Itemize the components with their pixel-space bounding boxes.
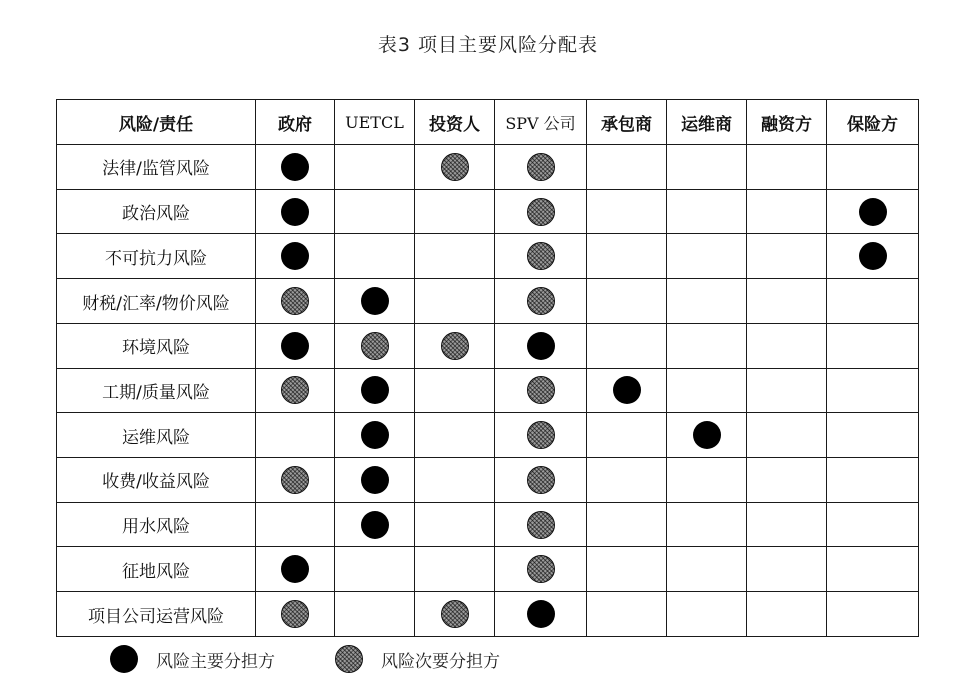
header-row [57, 100, 919, 145]
allocation-cell [415, 189, 495, 234]
allocation-cell [747, 592, 827, 637]
primary-dot-icon [110, 645, 138, 673]
allocation-cell [335, 547, 415, 592]
allocation-cell [747, 547, 827, 592]
allocation-cell [495, 413, 587, 458]
allocation-cell [495, 592, 587, 637]
allocation-cell [587, 592, 667, 637]
allocation-cell [495, 323, 587, 368]
allocation-cell [747, 145, 827, 190]
secondary-dot-icon [441, 153, 469, 181]
allocation-cell [256, 145, 335, 190]
table-row [57, 189, 919, 234]
allocation-cell [827, 189, 919, 234]
allocation-cell [415, 547, 495, 592]
allocation-cell [667, 547, 747, 592]
allocation-cell [415, 592, 495, 637]
allocation-cell [335, 323, 415, 368]
secondary-dot-icon [281, 376, 309, 404]
allocation-cell [827, 413, 919, 458]
allocation-cell [415, 145, 495, 190]
header-risk-responsibility: 风险/责任 [57, 100, 256, 145]
header-contractor: 承包商 [587, 100, 667, 145]
risk-name-cell: 政治风险 [57, 189, 256, 234]
risk-allocation-table [56, 99, 919, 637]
allocation-cell [587, 502, 667, 547]
allocation-cell [495, 279, 587, 324]
header-investor: 投资人 [415, 100, 495, 145]
secondary-dot-icon [527, 198, 555, 226]
allocation-cell [335, 189, 415, 234]
allocation-cell [256, 323, 335, 368]
allocation-cell [747, 234, 827, 279]
allocation-cell [827, 279, 919, 324]
table-row [57, 323, 919, 368]
allocation-cell [495, 368, 587, 413]
secondary-dot-icon [527, 466, 555, 494]
allocation-cell [667, 502, 747, 547]
allocation-cell [747, 189, 827, 234]
allocation-cell [495, 189, 587, 234]
table-row [57, 502, 919, 547]
table-row [57, 592, 919, 637]
primary-dot-icon [281, 332, 309, 360]
allocation-cell [335, 413, 415, 458]
legend-secondary [335, 645, 500, 673]
allocation-cell [415, 368, 495, 413]
allocation-cell [335, 279, 415, 324]
allocation-cell [747, 279, 827, 324]
primary-dot-icon [859, 242, 887, 270]
risk-name-cell: 财税/汇率/物价风险 [57, 279, 256, 324]
header-insurer: 保险方 [827, 100, 919, 145]
allocation-cell [747, 502, 827, 547]
primary-dot-icon [527, 600, 555, 628]
secondary-dot-icon [527, 153, 555, 181]
allocation-cell [335, 368, 415, 413]
table-row [57, 234, 919, 279]
risk-name-cell: 运维风险 [57, 413, 256, 458]
secondary-dot-icon [441, 600, 469, 628]
allocation-cell [256, 547, 335, 592]
secondary-dot-icon [281, 466, 309, 494]
secondary-dot-icon [527, 555, 555, 583]
primary-dot-icon [361, 421, 389, 449]
allocation-cell [587, 458, 667, 503]
allocation-cell [587, 279, 667, 324]
allocation-cell [827, 145, 919, 190]
allocation-cell [827, 502, 919, 547]
allocation-cell [256, 189, 335, 234]
secondary-dot-icon [527, 287, 555, 315]
allocation-cell [667, 413, 747, 458]
risk-name-cell: 项目公司运营风险 [57, 592, 256, 637]
allocation-cell [495, 145, 587, 190]
secondary-dot-icon [527, 511, 555, 539]
primary-dot-icon [527, 332, 555, 360]
allocation-cell [335, 145, 415, 190]
risk-name-cell: 不可抗力风险 [57, 234, 256, 279]
primary-dot-icon [361, 466, 389, 494]
allocation-cell [747, 458, 827, 503]
allocation-cell [415, 458, 495, 503]
primary-dot-icon [613, 376, 641, 404]
primary-dot-icon [281, 242, 309, 270]
allocation-cell [747, 323, 827, 368]
allocation-cell [667, 234, 747, 279]
allocation-cell [667, 189, 747, 234]
allocation-cell [587, 323, 667, 368]
allocation-cell [827, 592, 919, 637]
allocation-cell [587, 145, 667, 190]
allocation-cell [415, 323, 495, 368]
table-title: 表3 项目主要风险分配表 [377, 34, 599, 56]
allocation-cell [827, 547, 919, 592]
secondary-dot-icon [527, 421, 555, 449]
allocation-cell [256, 368, 335, 413]
risk-name-cell: 工期/质量风险 [57, 368, 256, 413]
allocation-cell [256, 234, 335, 279]
allocation-cell [415, 279, 495, 324]
risk-name-cell: 收费/收益风险 [57, 458, 256, 503]
table-body [57, 145, 919, 637]
allocation-cell [256, 279, 335, 324]
risk-name-cell: 环境风险 [57, 323, 256, 368]
allocation-cell [667, 592, 747, 637]
allocation-cell [747, 413, 827, 458]
allocation-cell [495, 547, 587, 592]
primary-dot-icon [281, 153, 309, 181]
allocation-cell [827, 458, 919, 503]
allocation-cell [587, 189, 667, 234]
secondary-dot-icon [527, 242, 555, 270]
allocation-cell [747, 368, 827, 413]
allocation-cell [256, 502, 335, 547]
secondary-dot-icon [441, 332, 469, 360]
primary-dot-icon [281, 555, 309, 583]
secondary-dot-icon [281, 287, 309, 315]
table-row [57, 368, 919, 413]
header-government: 政府 [256, 100, 335, 145]
allocation-cell [587, 234, 667, 279]
allocation-cell [256, 413, 335, 458]
table-row [57, 145, 919, 190]
header-financier: 融资方 [747, 100, 827, 145]
allocation-cell [667, 323, 747, 368]
table-row [57, 413, 919, 458]
primary-dot-icon [361, 287, 389, 315]
allocation-cell [667, 368, 747, 413]
secondary-dot-icon [527, 376, 555, 404]
table-row [57, 279, 919, 324]
table-row [57, 458, 919, 503]
header-operator: 运维商 [667, 100, 747, 145]
allocation-cell [495, 458, 587, 503]
allocation-cell [495, 502, 587, 547]
allocation-cell [667, 458, 747, 503]
header-uetcl: UETCL [335, 100, 415, 145]
allocation-cell [415, 234, 495, 279]
primary-dot-icon [281, 198, 309, 226]
allocation-cell [335, 234, 415, 279]
allocation-cell [587, 413, 667, 458]
primary-dot-icon [361, 376, 389, 404]
primary-dot-icon [693, 421, 721, 449]
allocation-cell [335, 502, 415, 547]
allocation-cell [587, 368, 667, 413]
allocation-cell [667, 279, 747, 324]
allocation-cell [827, 323, 919, 368]
table-row [57, 547, 919, 592]
secondary-dot-icon [281, 600, 309, 628]
allocation-cell [335, 458, 415, 503]
allocation-cell [256, 458, 335, 503]
legend-primary [110, 645, 275, 673]
allocation-cell [415, 502, 495, 547]
allocation-cell [587, 547, 667, 592]
primary-dot-icon [859, 198, 887, 226]
legend [110, 645, 560, 673]
secondary-dot-icon [361, 332, 389, 360]
legend-primary-label: 风险主要分担方 [156, 651, 275, 672]
primary-dot-icon [361, 511, 389, 539]
allocation-cell [827, 234, 919, 279]
allocation-cell [415, 413, 495, 458]
risk-name-cell: 法律/监管风险 [57, 145, 256, 190]
secondary-dot-icon [335, 645, 363, 673]
allocation-cell [667, 145, 747, 190]
legend-secondary-label: 风险次要分担方 [381, 651, 500, 672]
allocation-cell [335, 592, 415, 637]
allocation-cell [256, 592, 335, 637]
allocation-cell [827, 368, 919, 413]
risk-name-cell: 用水风险 [57, 502, 256, 547]
header-spv-company: SPV 公司 [495, 100, 587, 145]
risk-name-cell: 征地风险 [57, 547, 256, 592]
allocation-cell [495, 234, 587, 279]
